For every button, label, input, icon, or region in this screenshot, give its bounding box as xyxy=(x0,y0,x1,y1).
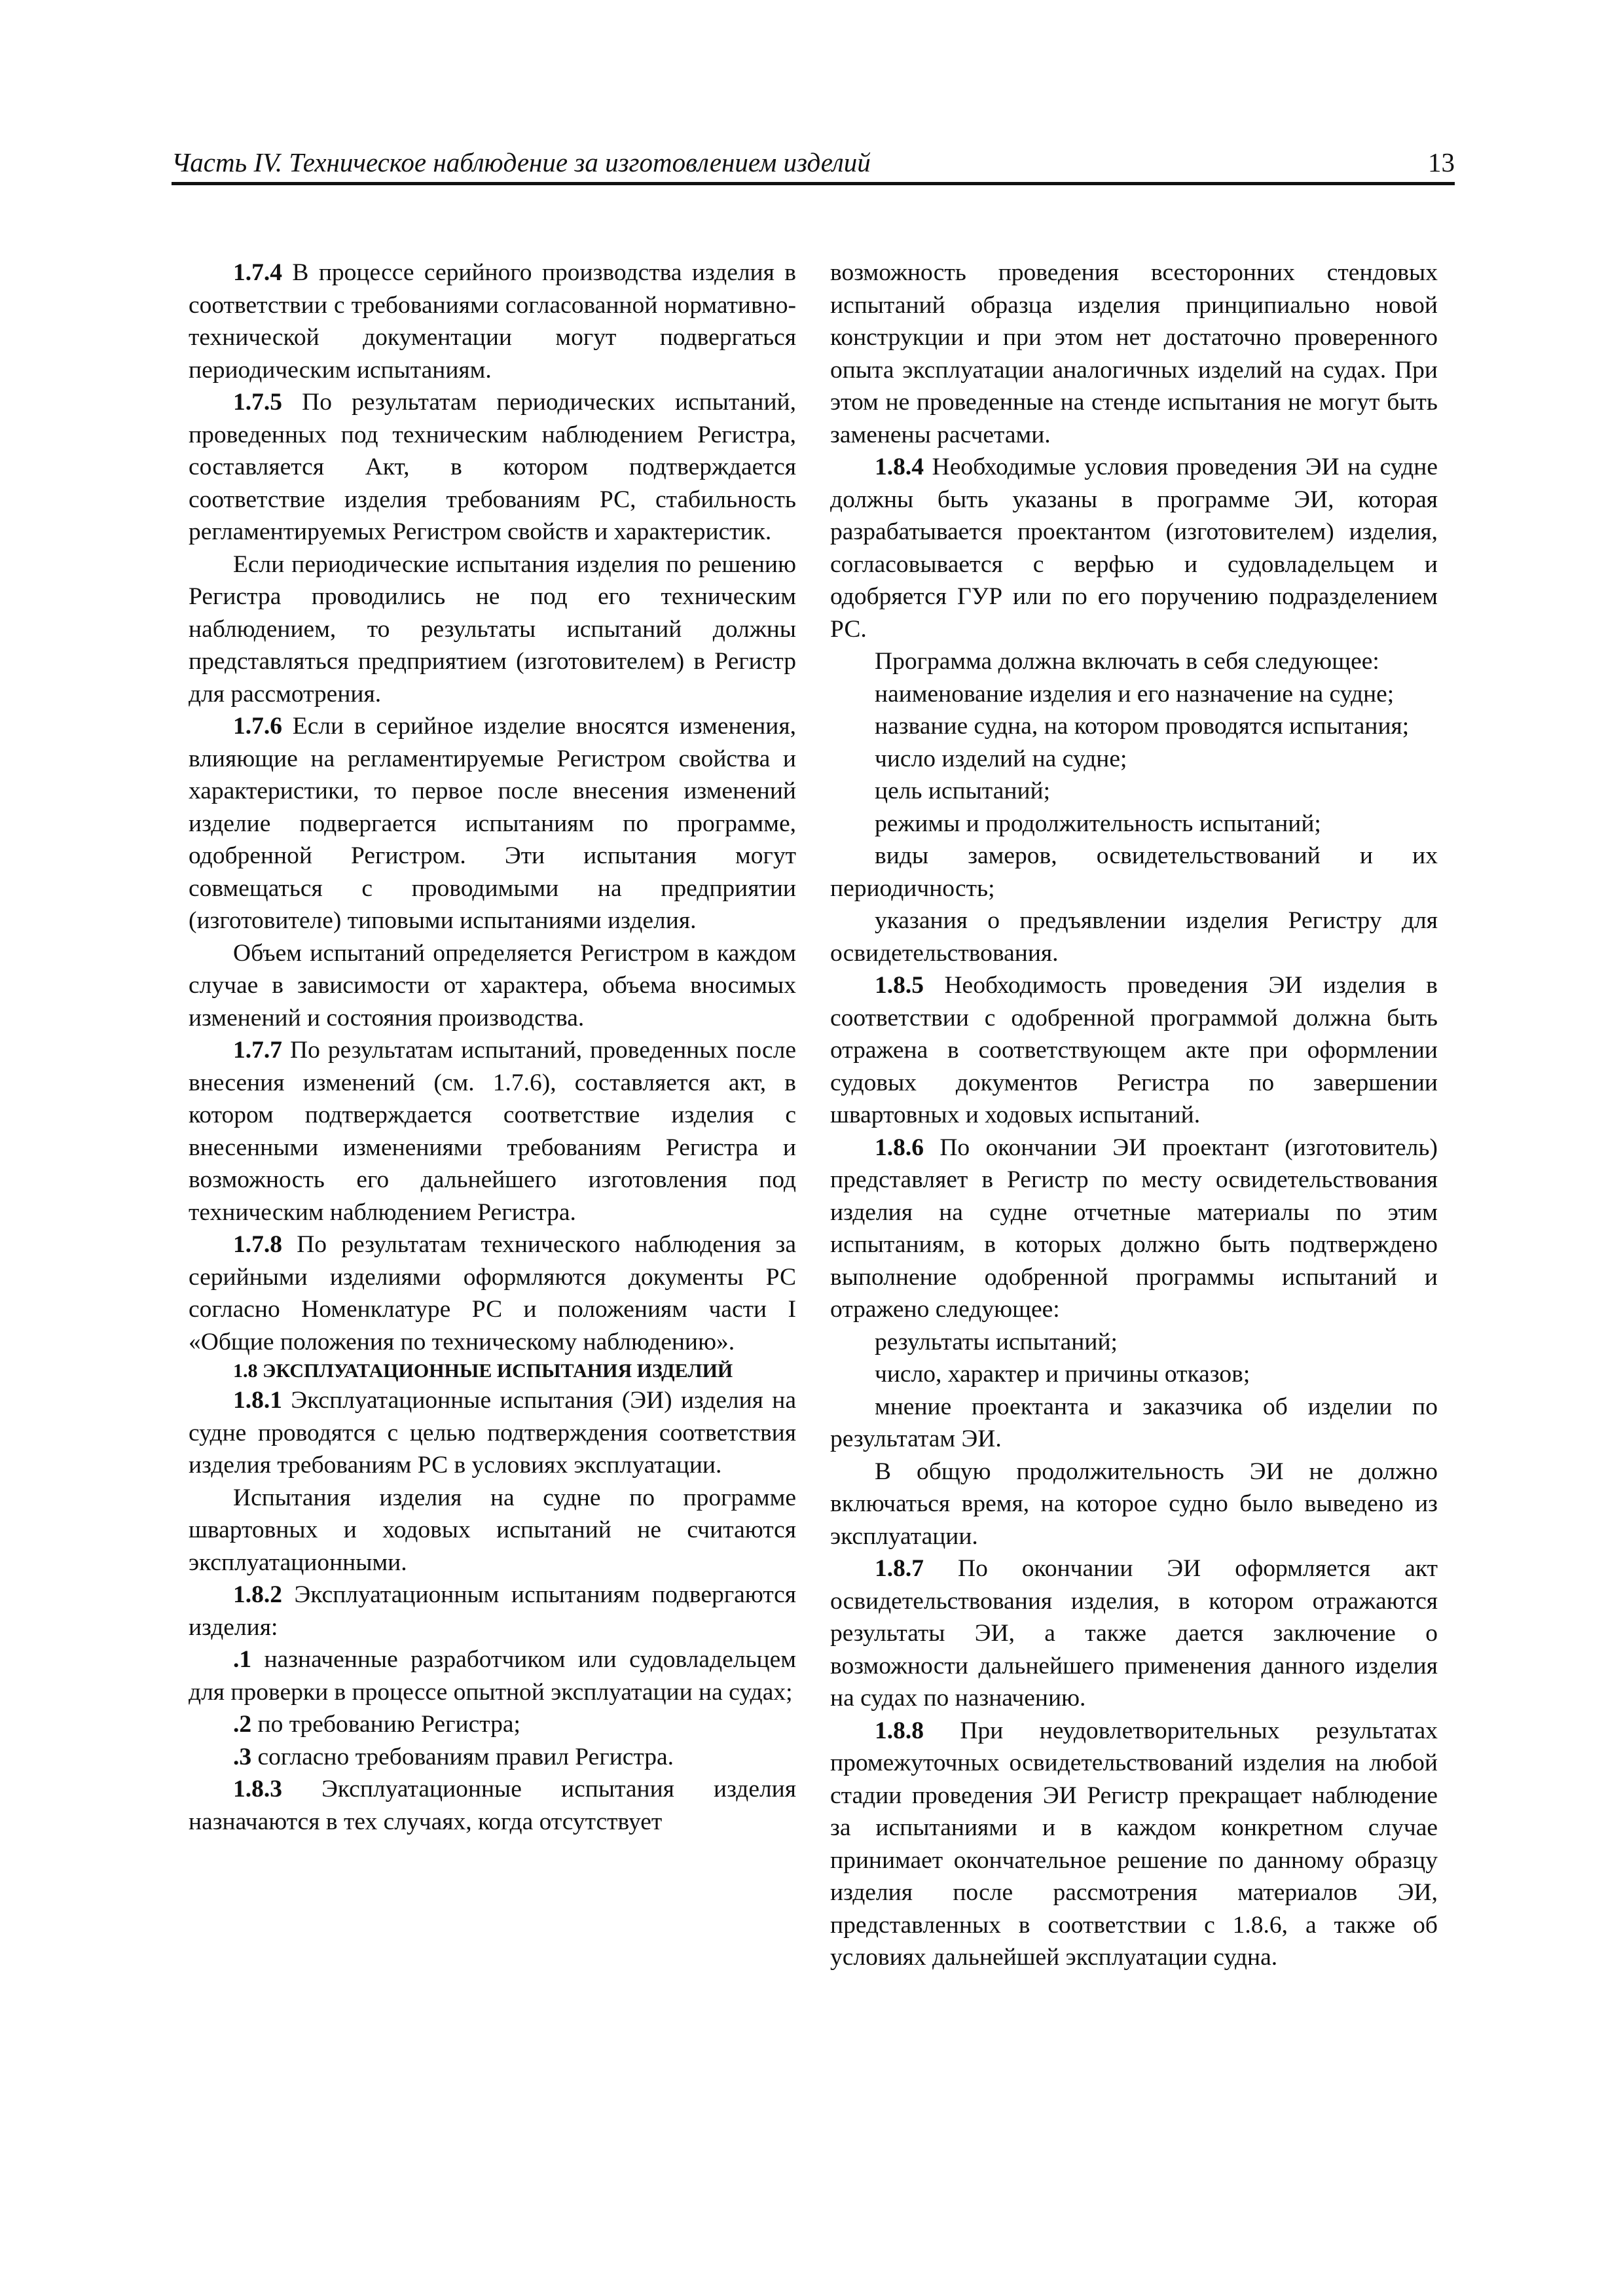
clause-number: 1.8.7 xyxy=(875,1555,924,1582)
paragraph-text: Программа должна включать в себя следующее: xyxy=(875,648,1379,675)
paragraph-text: возможность проведения всесторонних стендовых испытаний образца изделия принципиально новой конструкции и при этом нет достаточно проверенного опыта эксплуатации аналогичных изделий на судах. При этом не проведенные на стенде испытания не могут быть заменены расчетами. xyxy=(830,259,1438,448)
clause-number: 1.8.2 xyxy=(233,1581,282,1608)
list-entry: название судна, на котором проводятся испытания; xyxy=(875,713,1410,740)
paragraph-1-8-2 xyxy=(189,1579,796,1643)
clause-text: По результатам периодических испытаний, проведенных под техническим наблюдением Регистра, составляется Акт, в котором подтверждается соответствие изделия требованиям РС, стабильность регламентируемых Регистром свойств и характеристик. xyxy=(189,389,796,545)
clause-text: Если в серийное изделие вносятся изменения, влияющие на регламентируемые Регистром свойства и характеристики, то первое после внесения изменений изделие подвергается испытаниям по программе, одобренной Регистром. Эти испытания могут совмещаться с проводимыми на предприятии (изготовителе) типовыми испытаниями изделия. xyxy=(189,713,796,934)
item-text: назначенные разработчиком или судовладельцем для проверки в процессе опытной эксплуатации на судах; xyxy=(189,1646,796,1706)
list-entry: наименование изделия и его назначение на судне; xyxy=(875,680,1395,708)
paragraph-1-8-1 xyxy=(189,1384,796,1482)
paragraph-1-8-5 xyxy=(830,969,1438,1132)
paragraph-1-8-8 xyxy=(830,1715,1438,1974)
clause-text: Эксплуатационные испытания (ЭИ) изделия на судне проводятся с целью подтверждения соответствия изделия требованиям РС в условиях эксплуатации. xyxy=(189,1387,796,1479)
item-text: согласно требованиям правил Регистра. xyxy=(251,1743,674,1770)
item-number: .3 xyxy=(233,1743,252,1770)
clause-text: Необходимость проведения ЭИ изделия в соответствии с одобренной программой должна быть отражена в соответствующем акте при оформлении судовых документов Регистра по завершении швартовных и ходовых испытаний. xyxy=(830,972,1438,1128)
clause-text: По результатам испытаний, проведенных после внесения изменений (см. 1.7.6), составляется акт, в котором подтверждается соответствие изделия с внесенными изменениями требованиям Регистра и возможность его дальнейшего изготовления под техническим наблюдением Регистра. xyxy=(189,1037,796,1226)
list-entry: цель испытаний; xyxy=(875,778,1050,804)
item-text: по требованию Регистра; xyxy=(251,1711,520,1738)
list-item xyxy=(189,1708,796,1741)
paragraph-1-7-7 xyxy=(189,1034,796,1229)
paragraph-1-8-7 xyxy=(830,1552,1438,1715)
clause-number: 1.8.5 xyxy=(875,972,924,999)
list-entry: режимы и продолжительность испытаний; xyxy=(875,810,1321,837)
left-column xyxy=(189,257,796,1838)
clause-text: При неудовлетворительных результатах промежуточных освидетельствований изделия на любой стадии проведения ЭИ Регистр прекращает наблюдение за испытаниями и в каждом конкретном случае принимает окончательное решение по данному образцу изделия после рассмотрения материалов ЭИ, представленных в соответствии с 1.8.6, а также об условиях дальнейшей эксплуатации судна. xyxy=(830,1717,1438,1971)
clause-number: 1.7.8 xyxy=(233,1231,282,1258)
paragraph-text: В общую продолжительность ЭИ не должно включаться время, на которое судно было выведено из эксплуатации. xyxy=(830,1458,1438,1550)
section-heading: 1.8 ЭКСПЛУАТАЦИОННЫЕ ИСПЫТАНИЯ ИЗДЕЛИЙ xyxy=(233,1360,733,1382)
clause-text: Необходимые условия проведения ЭИ на судне должны быть указаны в программе ЭИ, которая разрабатывается проектантом (изготовителем) изделия, согласовывается с верфью и судовладельцем и одобряется ГУР или по его поручению подразделением РС. xyxy=(830,454,1438,643)
list-entry: виды замеров, освидетельствований и их периодичность; xyxy=(830,842,1438,902)
list-entry: мнение проектанта и заказчика об изделии по результатам ЭИ. xyxy=(830,1393,1438,1452)
right-column xyxy=(830,257,1438,1974)
clause-number: 1.7.5 xyxy=(233,389,282,416)
list-entry: число изделий на судне; xyxy=(875,745,1127,772)
clause-number: 1.8.6 xyxy=(875,1134,924,1161)
clause-number: 1.8.4 xyxy=(875,454,924,480)
paragraph-1-7-5 xyxy=(189,386,796,548)
clause-number: 1.7.7 xyxy=(233,1037,282,1064)
paragraph-1-7-4 xyxy=(189,257,796,386)
paragraph-1-7-8 xyxy=(189,1229,796,1358)
clause-text: По окончании ЭИ оформляется акт освидетельствования изделия, в котором отражаются результаты ЭИ, а также дается заключение о возможности дальнейшего применения данного изделия на судах по назначению. xyxy=(830,1555,1438,1712)
paragraph-1-8-6 xyxy=(830,1132,1438,1326)
clause-text: По окончании ЭИ проектант (изготовитель) представляет в Регистр по месту освидетельствования изделия на судне отчетные материалы по этим испытаниям, в которых должно быть подтверждено выполнение одобренной программы испытаний и отражено следующее: xyxy=(830,1134,1438,1323)
clause-number: 1.8.1 xyxy=(233,1387,282,1414)
paragraph-text: Если периодические испытания изделия по решению Регистра проводились не под его техническим наблюдением, то результаты испытаний должны представляться предприятием (изготовителем) в Регистр для рассмотрения. xyxy=(189,550,796,708)
clause-text: В процессе серийного производства изделия в соответствии с требованиями согласованной нормативно-технической документации могут подвергаться периодическим испытаниям. xyxy=(189,259,796,384)
list-item xyxy=(189,1741,796,1774)
paragraph-text: Испытания изделия на судне по программе швартовных и ходовых испытаний не считаются эксплуатационными. xyxy=(189,1484,796,1576)
clause-text: Эксплуатационным испытаниям подвергаются изделия: xyxy=(189,1581,796,1641)
list-item xyxy=(189,1643,796,1708)
paragraph-1-8-4 xyxy=(830,451,1438,645)
paragraph-1-7-6 xyxy=(189,710,796,937)
list-entry: число, характер и причины отказов; xyxy=(875,1361,1250,1388)
list-entry: указания о предъявлении изделия Регистру для освидетельствования. xyxy=(830,907,1438,967)
clause-text: Эксплуатационные испытания изделия назначаются в тех случаях, когда отсутствует xyxy=(189,1776,796,1835)
item-number: .1 xyxy=(233,1646,252,1673)
running-header xyxy=(172,143,1455,185)
clause-text: По результатам технического наблюдения за серийными изделиями оформляются документы РС согласно Номенклатуре РС и положениям части I «Общие положения по техническому наблюдению». xyxy=(189,1231,796,1355)
running-title: Часть IV. Техническое наблюдение за изготовлением изделий xyxy=(172,147,871,177)
clause-number: 1.8.3 xyxy=(233,1776,282,1803)
clause-number: 1.8.8 xyxy=(875,1717,924,1744)
item-number: .2 xyxy=(233,1711,252,1738)
paragraph-1-8-3 xyxy=(189,1773,796,1838)
clause-number: 1.7.4 xyxy=(233,259,282,286)
list-entry: результаты испытаний; xyxy=(875,1328,1118,1355)
page-number: 13 xyxy=(1428,147,1455,177)
paragraph-text: Объем испытаний определяется Регистром в каждом случае в зависимости от характера, объема вносимых изменений и состояния производства. xyxy=(189,939,796,1031)
clause-number: 1.7.6 xyxy=(233,713,282,740)
